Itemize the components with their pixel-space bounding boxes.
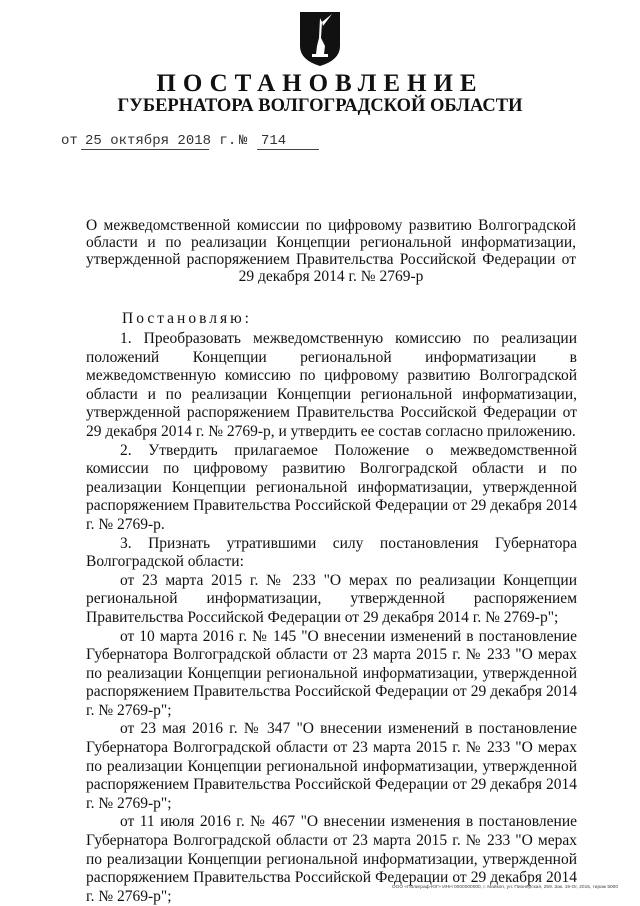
document-number: 714 [257, 133, 319, 150]
paragraph: от 10 марта 2016 г. № 145 "О внесении изменений в постановление Губернатора Волгоградской области от 23 марта 2015 г. № 233 "О мерах по реализации Концепции региональной информатизации, утвержденной распоряжением Правительства Российской Федерации от 29 декабря 2014 г. № 2769-р"; [86, 627, 577, 719]
paragraph: от 11 июля 2016 г. № 467 "О внесении изменения в постановление Губернатора Волгоградской области от 23 марта 2015 г. № 233 "О мерах по реализации Концепции региональной информатизации, утвержденной распоряжением Правительства Российской Федерации от 29 декабря 2014 г. № 2769-р"; [86, 813, 577, 905]
document-subject: О межведомственной комиссии по цифровому развитию Волгоградской области и по реализации Концепции региональной информатизации, утвержденной распоряжением Правительства Российской Федерации от 29 декабря 2014 г. № 2769-р [86, 217, 576, 285]
paragraph: 2. Утвердить прилагаемое Положение о межведомственной комиссии по цифровому развитию Волгоградской области и по реализации Концепции региональной информатизации, утвержденной распоряжением Правительства Российской Федерации от 29 декабря 2014 г. № 2769-р. [86, 441, 577, 533]
paragraph: от 23 марта 2015 г. № 233 "О мерах по реализации Концепции региональной информатизации, утвержденной распоряжением Правительства Российской Федерации от 29 декабря 2014 г. № 2769-р"; [86, 571, 577, 626]
document-body [86, 330, 577, 906]
paragraph: 1. Преобразовать межведомственную комиссию по реализации положений Концепции региональной информатизации в межведомственную комиссию по цифровому развитию Волгоградской области и по реализации Концепции региональной информатизации, утвержденной распоряжением Правительства Российской Федерации от 29 декабря 2014 г. № 2769-р, и утвердить ее состав согласно приложению. [86, 330, 577, 440]
number-label: № [239, 133, 248, 149]
printer-footer: ООО «Полиграф-ЮГ» ИНН 0000000000, г. Майкоп, ул. Пионерская, 259. Зак. 19-Ог, 2015, тираж 5000 [391, 885, 618, 890]
paragraph: 3. Признать утратившими силу постановления Губернатора Волгоградской области: [86, 534, 577, 571]
document-date: 25 октября 2018 г. [81, 133, 209, 150]
document-subtitle: ГУБЕРНАТОРА ВОЛГОГРАДСКОЙ ОБЛАСТИ [117, 96, 523, 116]
volgograd-emblem-icon [298, 10, 342, 68]
decree-word: Постановляю: [122, 310, 252, 327]
document-title: ПОСТАНОВЛЕНИЕ [156, 70, 484, 97]
date-label: от [61, 133, 78, 149]
paragraph: от 23 мая 2016 г. № 347 "О внесении изменений в постановление Губернатора Волгоградской области от 23 марта 2015 г. № 233 "О мерах по реализации Концепции региональной информатизации, утвержденной распоряжением Правительства Российской Федерации от 29 декабря 2014 г. № 2769-р"; [86, 720, 577, 812]
